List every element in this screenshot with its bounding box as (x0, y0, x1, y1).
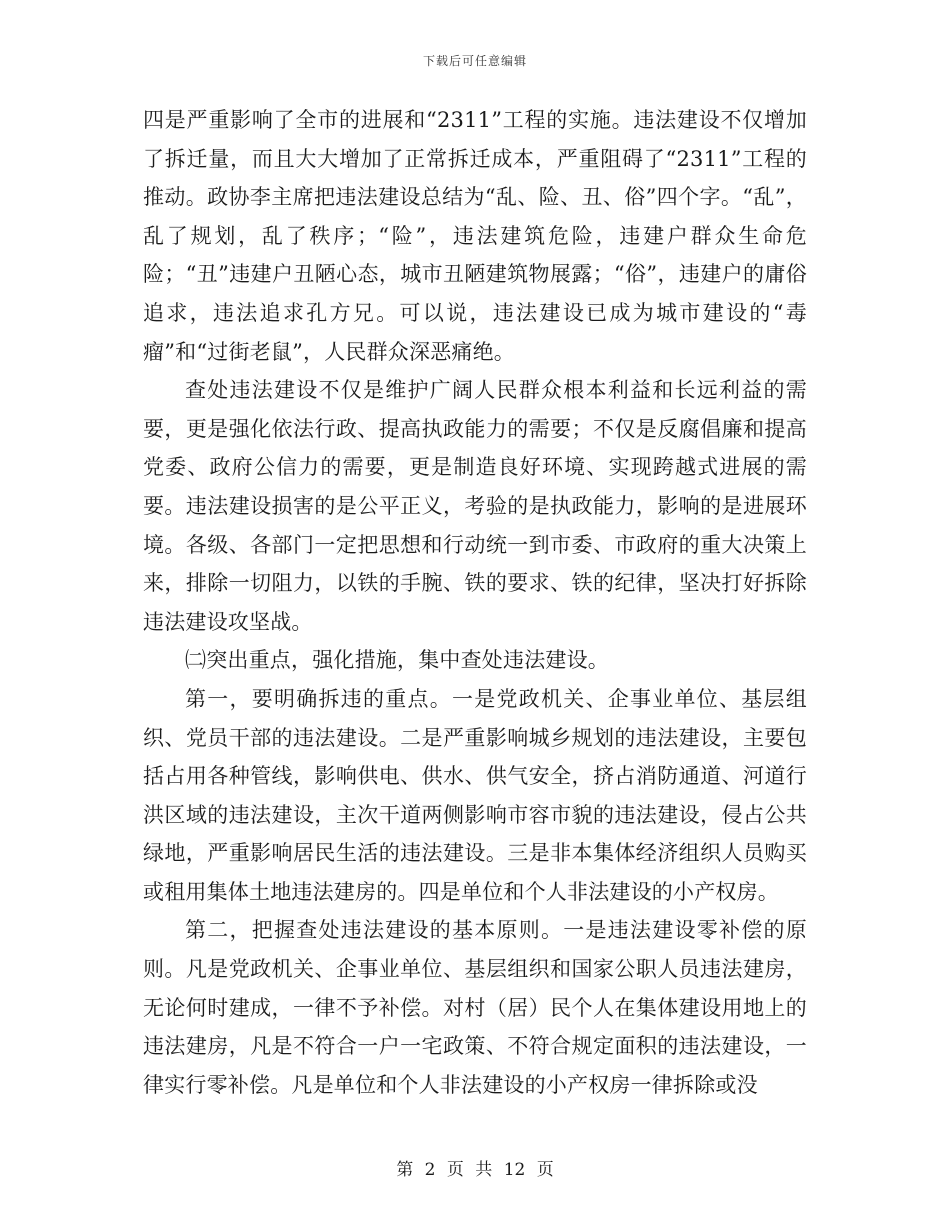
document-body (143, 101, 807, 1104)
paragraph-1: 四是严重影响了全市的进展和“2311”工程的实施。违法建设不仅增加了拆迁量，而且大大增加了正常拆迁成本，严重阻碍了“2311”工程的推动。政协李主席把违法建设总结为“乱、险、丑、俗”四个字。“乱”，乱了规划，乱了秩序；“险”，违法建筑危险，违建户群众生命危险；“丑”违建户丑陋心态，城市丑陋建筑物展露；“俗”，违建户的庸俗追求，违法追求孔方兄。可以说，违法建设已成为城市建设的“毒瘤”和“过街老鼠”，人民群众深恶痛绝。 (143, 108, 807, 364)
paragraph-5: 第二，把握查处违法建设的基本原则。一是违法建设零补偿的原则。凡是党政机关、企事业单位、基层组织和国家公职人员违法建房，无论何时建成，一律不予补偿。对村（居）民个人在集体建设用地上的违法建房，凡是不符合一户一宅政策、不符合规定面积的违法建设，一律实行零补偿。凡是单位和个人非法建设的小产权房一律拆除或没 (143, 918, 807, 1097)
paragraph-3-heading: ㈡突出重点，强化措施，集中查处违法建设。 (185, 648, 609, 673)
page-header: 下载后可任意编辑 (422, 54, 527, 68)
paragraph-4: 第一，要明确拆违的重点。一是党政机关、企事业单位、基层组织、党员干部的违法建设。二是严重影响城乡规划的违法建设，主要包括占用各种管线，影响供电、供水、供气安全，挤占消防通道、河道行洪区域的违法建设，主次干道两侧影响市容市貌的违法建设，侵占公共绿地，严重影响居民生活的违法建设。三是非本集体经济组织人员购买或租用集体土地违法建房的。四是单位和个人非法建设的小产权房。 (143, 686, 807, 904)
page-footer: 第 2 页 共 12 页 (396, 1160, 554, 1180)
paragraph-2: 查处违法建设不仅是维护广阔人民群众根本利益和长远利益的需要，更是强化依法行政、提高执政能力的需要；不仅是反腐倡廉和提高党委、政府公信力的需要，更是制造良好环境、实现跨越式进展的需要。违法建设损害的是公平正义，考验的是执政能力，影响的是进展环境。各级、各部门一定把思想和行动统一到市委、市政府的重大决策上来，排除一切阻力，以铁的手腕、铁的要求、铁的纪律，坚决打好拆除违法建设攻坚战。 (143, 378, 807, 634)
